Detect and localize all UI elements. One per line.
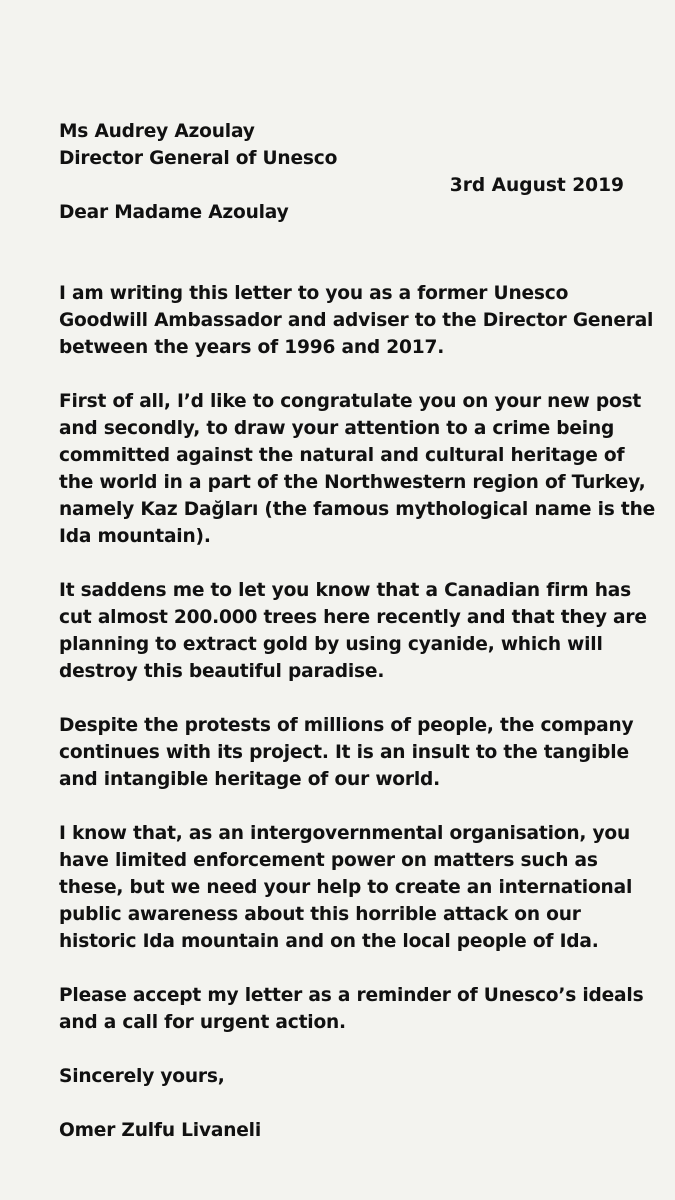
paragraph-line: Please accept my letter as a reminder of Unesco’s ideals <box>59 985 644 1006</box>
spacer <box>59 1090 624 1117</box>
paragraph-2 <box>59 388 656 550</box>
paragraph-line: and intangible heritage of our world. <box>59 769 440 790</box>
spacer <box>59 955 624 982</box>
paragraph-line: and a call for urgent action. <box>59 1012 346 1033</box>
paragraph-line: historic Ida mountain and on the local people of Ida. <box>59 931 599 952</box>
paragraph-line: cut almost 200.000 trees here recently and that they are <box>59 607 647 628</box>
spacer <box>59 1036 624 1063</box>
recipient-title: Director General of Unesco <box>59 148 338 169</box>
paragraph-line: It saddens me to let you know that a Canadian firm has <box>59 580 631 601</box>
paragraph-3 <box>59 577 647 685</box>
paragraph-line: planning to extract gold by using cyanide, which will <box>59 634 603 655</box>
paragraph-line: the world in a part of the Northwestern region of Turkey, <box>59 472 646 493</box>
recipient-name: Ms Audrey Azoulay <box>59 121 255 142</box>
spacer <box>59 361 624 388</box>
paragraph-line: namely Kaz Dağları (the famous mythological name is the <box>59 499 656 520</box>
paragraph-line: Despite the protests of millions of people, the company <box>59 715 634 736</box>
paragraph-4 <box>59 712 634 793</box>
paragraph-line: First of all, I’d like to congratulate you on your new post <box>59 391 642 412</box>
paragraph-line: these, but we need your help to create an international <box>59 877 633 898</box>
paragraph-line: committed against the natural and cultural heritage of <box>59 445 625 466</box>
closing: Sincerely yours, <box>59 1066 225 1087</box>
paragraph-6 <box>59 982 644 1036</box>
spacer <box>59 550 624 577</box>
paragraph-line: Goodwill Ambassador and adviser to the Director General <box>59 310 654 331</box>
paragraph-line: and secondly, to draw your attention to a crime being <box>59 418 615 439</box>
salutation: Dear Madame Azoulay <box>59 202 289 223</box>
letter-body <box>59 118 656 1144</box>
paragraph-line: have limited enforcement power on matters such as <box>59 850 598 871</box>
signature-name: Omer Zulfu Livaneli <box>59 1120 262 1141</box>
spacer <box>59 226 624 280</box>
paragraph-1 <box>59 280 654 361</box>
paragraph-line: continues with its project. It is an insult to the tangible <box>59 742 629 763</box>
paragraph-line: Ida mountain). <box>59 526 211 547</box>
paragraph-line: I am writing this letter to you as a former Unesco <box>59 283 569 304</box>
letter-date: 3rd August 2019 <box>449 175 624 196</box>
paragraph-line: between the years of 1996 and 2017. <box>59 337 445 358</box>
paragraph-line: public awareness about this horrible attack on our <box>59 904 581 925</box>
paragraph-line: destroy this beautiful paradise. <box>59 661 385 682</box>
spacer <box>59 685 624 712</box>
spacer <box>59 793 624 820</box>
paragraph-5 <box>59 820 633 955</box>
paragraph-line: I know that, as an intergovernmental organisation, you <box>59 823 631 844</box>
